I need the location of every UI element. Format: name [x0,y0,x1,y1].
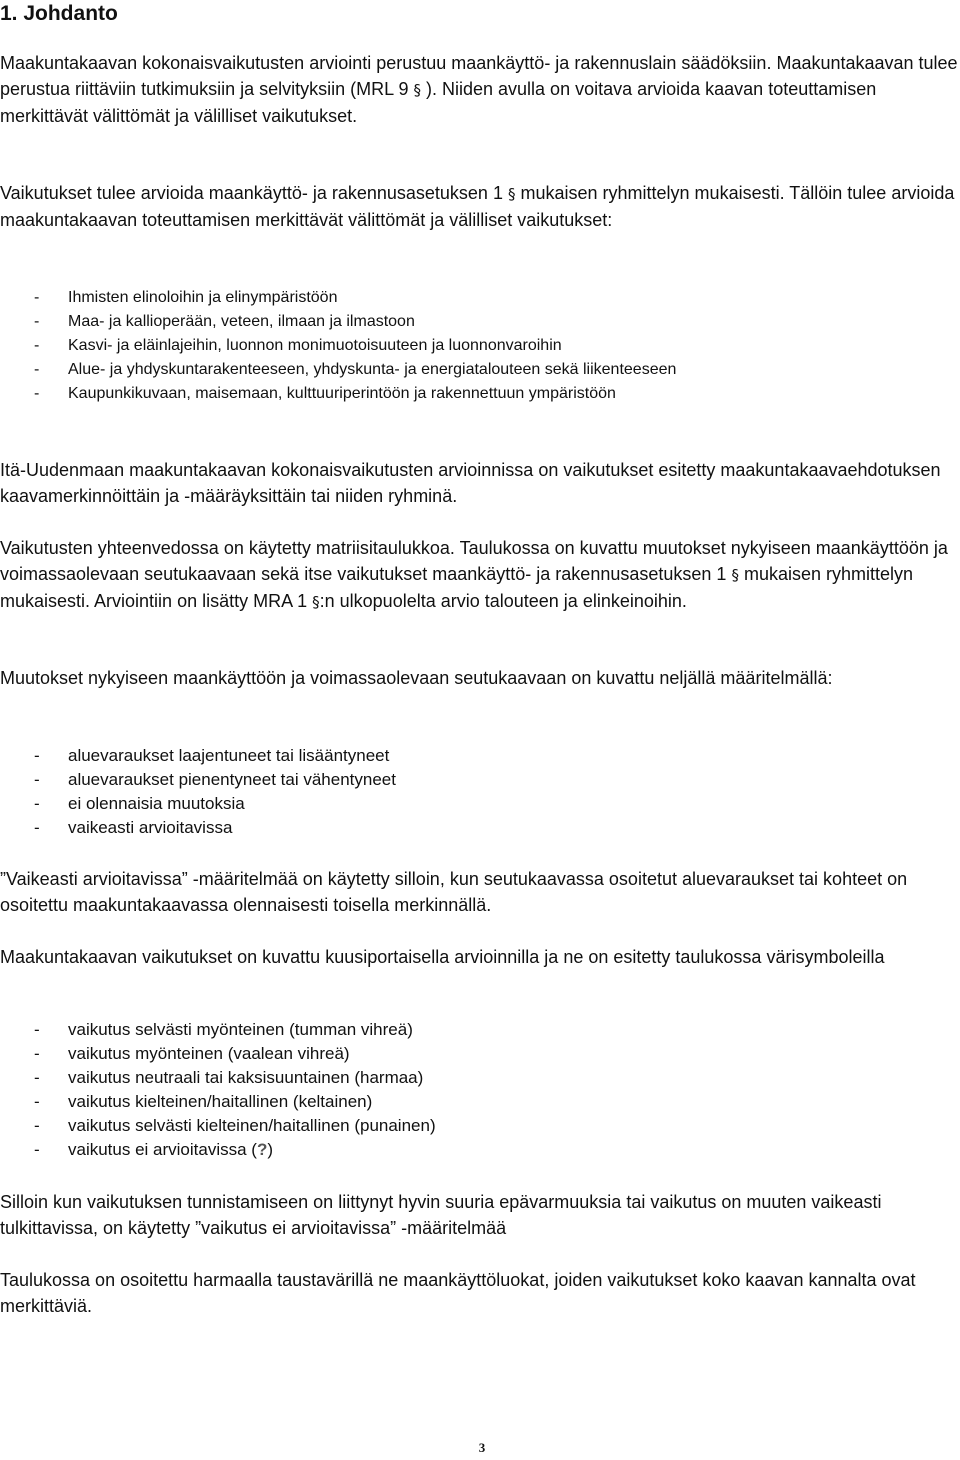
impact-scale-list [0,1018,436,1162]
section-sign: § [507,185,516,203]
section-sign: § [312,593,320,611]
section-sign: § [413,81,421,99]
paragraph-matrix-table: Vaikutusten yhteenvedossa on käytetty matriisitaulukkoa. Taulukossa on kuvattu muutokset nykyiseen maankäyttöön ja voimassaolevaan seutukaavaan sekä itse vaikutukset maankäyttö- ja rakennusasetuksen 1 § mukaisen ryhmittelyn mukaisesti. Arviointiin on lisätty MRA 1 §:n ulkopuolelta arvio talouteen ja elinkeinoihin. [0,538,948,611]
list-item: - vaikutus selvästi kielteinen/haitallinen (punainen) [0,1114,436,1138]
list-item: - ei olennaisia muutoksia [0,792,396,816]
list-item: - vaikutus selvästi myönteinen (tumman vihreä) [0,1018,436,1042]
change-definition-list [0,744,396,840]
question-mark-symbol: ? [256,1140,268,1159]
paragraph-six-level-scale: Maakuntakaavan vaikutukset on kuvattu kuusiportaisella arvioinnilla ja ne on esitetty taulukossa värisymboleilla [0,947,885,967]
paragraph-change-definitions: Muutokset nykyiseen maankäyttöön ja voimassaolevaan seutukaavaan on kuvattu neljällä määritelmällä: [0,668,833,688]
paragraph-grey-background: Taulukossa on osoitettu harmaalla taustavärillä ne maankäyttöluokat, joiden vaikutukset koko kaavan kannalta ovat merkittäviä. [0,1270,916,1316]
list-item: - Kasvi- ja eläinlajeihin, luonnon monimuotoisuuteen ja luonnonvaroihin [0,334,676,358]
list-item: - Alue- ja yhdyskuntarakenteeseen, yhdyskunta- ja energiatalouteen sekä liikenteeseen [0,358,676,382]
paragraph-grouping: Vaikutukset tulee arvioida maankäyttö- ja rakennusasetuksen 1 § mukaisen ryhmittelyn mukaisesti. Tällöin tulee arvioida maakuntakaavan toteuttamisen merkittävät välittömät ja välilliset vaikutukset: [0,183,955,230]
paragraph-uncertainty: Silloin kun vaikutuksen tunnistamiseen on liittynyt hyvin suuria epävarmuuksia tai vaikutus on muuten vaikeasti tulkittavissa, on käytetty ”vaikutus ei arvioitavissa” -määritelmää [0,1192,882,1238]
list-item: - vaikutus ei arvioitavissa (?) [0,1138,436,1162]
list-item: - Maa- ja kallioperään, veteen, ilmaan ja ilmastoon [0,310,676,334]
paragraph-difficult-definition: ”Vaikeasti arvioitavissa” -määritelmää on käytetty silloin, kun seutukaavassa osoitetut aluevaraukset tai kohteet on osoitettu maakuntakaavassa olennaisesti toisella merkinnällä. [0,869,908,915]
paragraph-regional-plan: Itä-Uudenmaan maakuntakaavan kokonaisvaikutusten arvioinnissa on vaikutukset esitetty maakuntakaavaehdotuksen kaavamerkinnöittäin ja -määräyksittäin tai niiden ryhminä. [0,460,941,506]
list-item: - vaikutus myönteinen (vaalean vihreä) [0,1042,436,1066]
section-sign: § [731,566,739,584]
list-item: - aluevaraukset laajentuneet tai lisääntyneet [0,744,396,768]
list-item: - vaikutus neutraali tai kaksisuuntainen (harmaa) [0,1066,436,1090]
section-heading: 1. Johdanto [0,2,118,25]
list-item: - Kaupunkikuvaan, maisemaan, kulttuuriperintöön ja rakennettuun ympäristöön [0,382,676,406]
list-item: - vaikutus kielteinen/haitallinen (keltainen) [0,1090,436,1114]
list-item: - aluevaraukset pienentyneet tai vähentyneet [0,768,396,792]
paragraph-legal-basis: Maakuntakaavan kokonaisvaikutusten arviointi perustuu maankäyttö- ja rakennuslain säädöksiin. Maakuntakaavan tulee perustua riittäviin tutkimuksiin ja selvityksiin (MRL 9 § ). Niiden avulla on voitava arvioida kaavan toteuttamisen merkittävät välittömät ja välilliset vaikutukset. [0,53,958,126]
page-number: 3 [478,1440,486,1455]
list-item: - Ihmisten elinoloihin ja elinympäristöön [0,286,676,310]
list-item: - vaikeasti arvioitavissa [0,816,396,840]
impact-category-list [0,286,676,406]
